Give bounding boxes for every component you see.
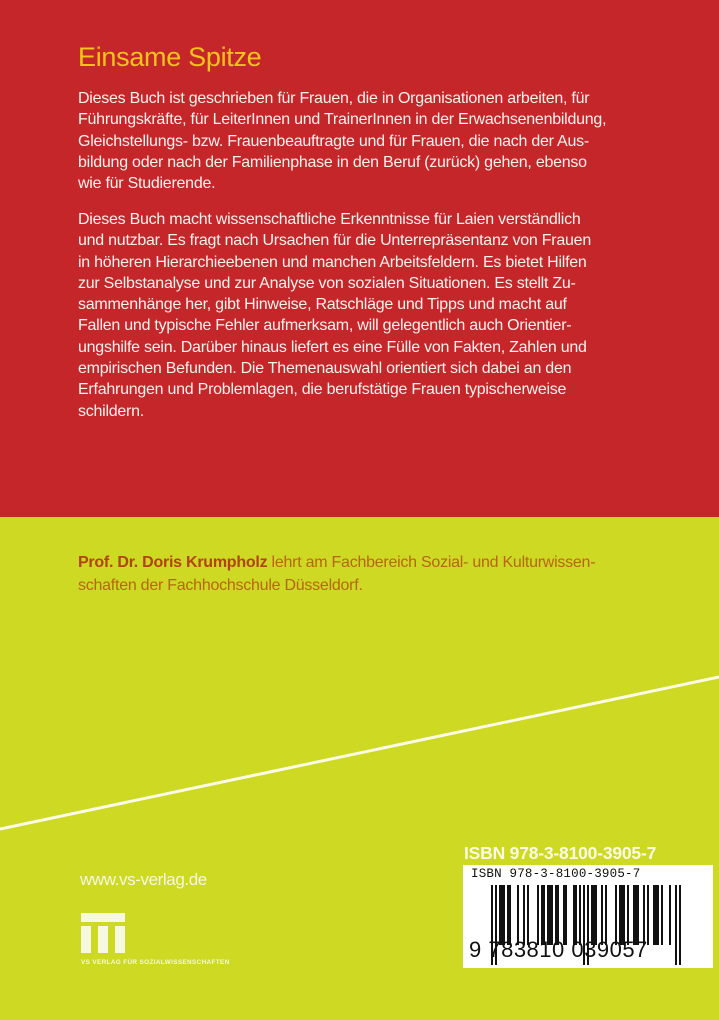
barcode-bar (549, 885, 551, 945)
barcode-bar (499, 885, 501, 945)
book-title: Einsame Spitze (78, 42, 262, 72)
barcode-bar (557, 885, 559, 945)
logo-bar (81, 913, 125, 922)
publisher-logo-text: VS VERLAG FÜR SOZIALWISSENSCHAFTEN (81, 959, 230, 966)
text-line: wie für Studierende. (78, 175, 216, 193)
barcode-bar (517, 885, 519, 945)
barcode-bar (635, 885, 637, 945)
barcode-bar (555, 885, 557, 945)
text-line: Gleichstellungs- bzw. Frauenbeauftragte und für Frauen, die nach der Aus- (78, 132, 589, 150)
text-line: ungshilfe sein. Darüber hinaus liefert es eine Fülle von Fakten, Zahlen und (78, 338, 587, 356)
barcode-bar (507, 885, 509, 945)
barcode-bar (605, 885, 607, 945)
text-line: und nutzbar. Es fragt nach Ursachen für die Unterrepräsentanz von Frauen (78, 232, 591, 250)
logo-bar (81, 926, 91, 953)
barcode-bar (591, 885, 593, 945)
text-line: Dieses Buch ist geschrieben für Frauen, die in Organisationen arbeiten, für (78, 90, 590, 107)
barcode-bar (527, 885, 529, 945)
barcode (463, 865, 713, 968)
barcode-bar (593, 885, 595, 945)
barcode-isbn-text: ISBN 978-3-8100-3905-7 (471, 867, 641, 881)
barcode-bar (669, 885, 671, 945)
text-line: Dieses Buch macht wissenschaftliche Erkenntnisse für Laien verständlich (78, 211, 581, 228)
barcode-bar (523, 885, 525, 945)
barcode-bar (661, 885, 663, 945)
barcode-bar (573, 885, 575, 945)
barcode-bar (541, 885, 543, 945)
barcode-bar (503, 885, 505, 945)
text-line: Fallen und typische Fehler aufmerksam, will gelegentlich auch Orientier- (78, 317, 572, 335)
author-bio-text: lehrt am Fachbereich Sozial- und Kulturwissen- (267, 554, 596, 571)
barcode-bar (619, 885, 621, 945)
barcode-bar (627, 885, 629, 945)
publisher-website: www.vs-verlag.de (80, 870, 207, 889)
barcode-bar (675, 885, 677, 965)
barcode-bar (547, 885, 549, 945)
isbn-label: ISBN 978-3-8100-3905-7 (464, 843, 657, 863)
text-line: sammenhänge her, gibt Hinweise, Ratschläge und Tipps und macht auf (78, 296, 567, 314)
text-line: schildern. (78, 402, 144, 420)
barcode-bar (657, 885, 659, 945)
text-line: Erfahrungen und Problemlagen, die berufstätige Frauen typischerweise (78, 381, 567, 399)
barcode-bar (501, 885, 503, 945)
barcode-bar (509, 885, 511, 945)
barcode-bar (623, 885, 625, 945)
barcode-bar (595, 885, 597, 945)
barcode-bar (615, 885, 617, 945)
barcode-bar (579, 885, 581, 945)
author-bio-text: schaften der Fachhochschule Düsseldorf. (78, 576, 363, 594)
logo-bar (98, 926, 108, 953)
barcode-bar (563, 885, 565, 945)
barcode-bar (633, 885, 635, 945)
barcode-bar (643, 885, 645, 945)
logo-bar (115, 926, 125, 953)
text-line: bildung oder nach der Familienphase in den Beruf (zurück) gehen, ebenso (78, 153, 587, 171)
barcode-bar (565, 885, 567, 945)
author-name: Prof. Dr. Doris Krumpholz (78, 554, 268, 571)
barcode-digits: 9 783810 039057 (469, 937, 648, 962)
barcode-bar (543, 885, 545, 945)
text-line: empirischen Befunden. Die Themenauswahl orientiert sich dabei an den (78, 360, 572, 378)
barcode-bar (621, 885, 623, 945)
text-line: zur Selbstanalyse und zur Analyse von sozialen Situationen. Es stellt Zu- (78, 274, 576, 292)
text-line: Führungskräfte, für LeiterInnen und TrainerInnen in der Erwachsenenbildung, (78, 111, 607, 129)
barcode-bar (551, 885, 553, 945)
barcode-bar (601, 885, 603, 945)
barcode-bar (655, 885, 657, 945)
barcode-bar (647, 885, 649, 945)
barcode-bar (637, 885, 639, 945)
barcode-bar (653, 885, 655, 945)
barcode-bar (679, 885, 681, 965)
text-line: in höheren Hierarchieebenen und manchen Arbeitsfeldern. Es bietet Hilfen (78, 253, 587, 271)
barcode-bar (537, 885, 539, 945)
barcode-bar (575, 885, 577, 945)
